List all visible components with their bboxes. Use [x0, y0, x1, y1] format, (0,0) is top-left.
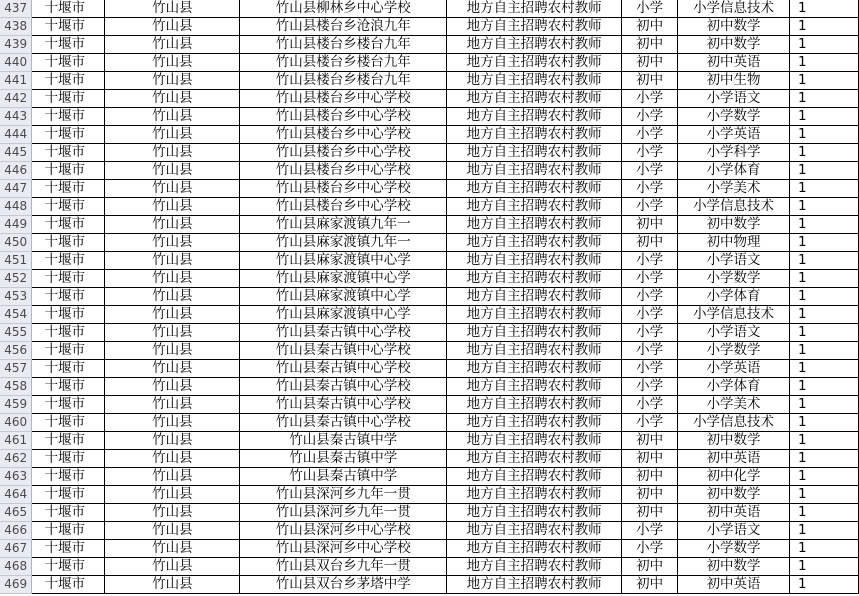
- cell-city[interactable]: 十堰市: [32, 180, 105, 198]
- cell-count[interactable]: 1: [790, 108, 859, 126]
- table-row: [0, 36, 859, 54]
- cell-subject[interactable]: 初中英语: [678, 54, 790, 72]
- cell-school[interactable]: 竹山县深河乡中心学校: [240, 522, 447, 540]
- cell-level[interactable]: 小学: [622, 540, 678, 558]
- cell-subject[interactable]: 小学数学: [678, 342, 790, 360]
- table-row: [0, 360, 859, 378]
- cell-school[interactable]: 竹山县楼台乡中心学校: [240, 144, 447, 162]
- cell-city[interactable]: 十堰市: [32, 540, 105, 558]
- cell-level[interactable]: 小学: [622, 198, 678, 216]
- cell-city[interactable]: 十堰市: [32, 0, 105, 18]
- table-row: [0, 486, 859, 504]
- cell-recruit-type[interactable]: 地方自主招聘农村教师: [447, 522, 622, 540]
- cell-level[interactable]: 初中: [622, 54, 678, 72]
- cell-subject[interactable]: 初中化学: [678, 468, 790, 486]
- cell-recruit-type[interactable]: 地方自主招聘农村教师: [447, 54, 622, 72]
- cell-school[interactable]: 竹山县秦古镇中心学校: [240, 360, 447, 378]
- cell-recruit-type[interactable]: 地方自主招聘农村教师: [447, 0, 622, 18]
- cell-city[interactable]: 十堰市: [32, 54, 105, 72]
- cell-subject[interactable]: 小学体育: [678, 162, 790, 180]
- row-number[interactable]: 444: [0, 126, 32, 144]
- cell-city[interactable]: 十堰市: [32, 162, 105, 180]
- cell-level[interactable]: 初中: [622, 504, 678, 522]
- cell-county[interactable]: 竹山县: [105, 54, 240, 72]
- row-number[interactable]: 438: [0, 18, 32, 36]
- row-number[interactable]: 464: [0, 486, 32, 504]
- cell-count[interactable]: 1: [790, 162, 859, 180]
- cell-count[interactable]: 1: [790, 252, 859, 270]
- cell-recruit-type[interactable]: 地方自主招聘农村教师: [447, 90, 622, 108]
- cell-level[interactable]: 小学: [622, 108, 678, 126]
- cell-city[interactable]: 十堰市: [32, 126, 105, 144]
- cell-school[interactable]: 竹山县楼台乡中心学校: [240, 90, 447, 108]
- cell-county[interactable]: 竹山县: [105, 432, 240, 450]
- cell-recruit-type[interactable]: 地方自主招聘农村教师: [447, 432, 622, 450]
- cell-level[interactable]: 小学: [622, 180, 678, 198]
- cell-subject[interactable]: 初中数学: [678, 216, 790, 234]
- table-row: [0, 234, 859, 252]
- cell-recruit-type[interactable]: 地方自主招聘农村教师: [447, 270, 622, 288]
- row-number[interactable]: 468: [0, 558, 32, 576]
- cell-county[interactable]: 竹山县: [105, 0, 240, 18]
- cell-city[interactable]: 十堰市: [32, 396, 105, 414]
- cell-school[interactable]: 竹山县双台乡九年一贯: [240, 558, 447, 576]
- cell-city[interactable]: 十堰市: [32, 198, 105, 216]
- cell-school[interactable]: 竹山县秦古镇中心学校: [240, 414, 447, 432]
- cell-recruit-type[interactable]: 地方自主招聘农村教师: [447, 342, 622, 360]
- cell-count[interactable]: 1: [790, 450, 859, 468]
- cell-count[interactable]: 1: [790, 72, 859, 90]
- table-row: [0, 144, 859, 162]
- cell-level[interactable]: 初中: [622, 18, 678, 36]
- cell-school[interactable]: 竹山县秦古镇中心学校: [240, 396, 447, 414]
- cell-city[interactable]: 十堰市: [32, 414, 105, 432]
- cell-city[interactable]: 十堰市: [32, 306, 105, 324]
- cell-subject[interactable]: 初中英语: [678, 504, 790, 522]
- row-number[interactable]: 463: [0, 468, 32, 486]
- table-row: [0, 450, 859, 468]
- row-number[interactable]: 446: [0, 162, 32, 180]
- cell-school[interactable]: 竹山县楼台乡中心学校: [240, 108, 447, 126]
- cell-county[interactable]: 竹山县: [105, 504, 240, 522]
- cell-subject[interactable]: 小学数学: [678, 540, 790, 558]
- cell-county[interactable]: 竹山县: [105, 72, 240, 90]
- row-number[interactable]: 455: [0, 324, 32, 342]
- cell-count[interactable]: 1: [790, 396, 859, 414]
- cell-subject[interactable]: 小学信息技术: [678, 198, 790, 216]
- cell-subject[interactable]: 初中生物: [678, 72, 790, 90]
- cell-school[interactable]: 竹山县楼台乡楼台九年: [240, 54, 447, 72]
- row-number[interactable]: 461: [0, 432, 32, 450]
- cell-school[interactable]: 竹山县楼台乡中心学校: [240, 198, 447, 216]
- cell-subject[interactable]: 初中英语: [678, 576, 790, 594]
- cell-recruit-type[interactable]: 地方自主招聘农村教师: [447, 288, 622, 306]
- table-row: [0, 558, 859, 576]
- cell-level[interactable]: 小学: [622, 252, 678, 270]
- cell-level[interactable]: 初中: [622, 558, 678, 576]
- cell-county[interactable]: 竹山县: [105, 342, 240, 360]
- row-number[interactable]: 448: [0, 198, 32, 216]
- cell-school[interactable]: 竹山县秦古镇中学: [240, 468, 447, 486]
- cell-school[interactable]: 竹山县楼台乡中心学校: [240, 180, 447, 198]
- row-number[interactable]: 437: [0, 0, 32, 18]
- cell-city[interactable]: 十堰市: [32, 108, 105, 126]
- cell-county[interactable]: 竹山县: [105, 18, 240, 36]
- cell-count[interactable]: 1: [790, 144, 859, 162]
- table-row: [0, 396, 859, 414]
- cell-city[interactable]: 十堰市: [32, 504, 105, 522]
- cell-county[interactable]: 竹山县: [105, 270, 240, 288]
- cell-recruit-type[interactable]: 地方自主招聘农村教师: [447, 360, 622, 378]
- cell-level[interactable]: 小学: [622, 0, 678, 18]
- cell-level[interactable]: 初中: [622, 576, 678, 594]
- cell-city[interactable]: 十堰市: [32, 252, 105, 270]
- cell-city[interactable]: 十堰市: [32, 378, 105, 396]
- table-row: [0, 414, 859, 432]
- cell-count[interactable]: 1: [790, 540, 859, 558]
- cell-county[interactable]: 竹山县: [105, 90, 240, 108]
- row-number[interactable]: 462: [0, 450, 32, 468]
- cell-level[interactable]: 初中: [622, 72, 678, 90]
- table-row: [0, 126, 859, 144]
- cell-count[interactable]: 1: [790, 270, 859, 288]
- cell-city[interactable]: 十堰市: [32, 522, 105, 540]
- cell-recruit-type[interactable]: 地方自主招聘农村教师: [447, 180, 622, 198]
- cell-county[interactable]: 竹山县: [105, 450, 240, 468]
- cell-level[interactable]: 初中: [622, 486, 678, 504]
- cell-level[interactable]: 小学: [622, 126, 678, 144]
- cell-level[interactable]: 小学: [622, 360, 678, 378]
- cell-count[interactable]: 1: [790, 18, 859, 36]
- cell-county[interactable]: 竹山县: [105, 252, 240, 270]
- cell-school[interactable]: 竹山县麻家渡镇中心学: [240, 288, 447, 306]
- cell-recruit-type[interactable]: 地方自主招聘农村教师: [447, 504, 622, 522]
- cell-county[interactable]: 竹山县: [105, 108, 240, 126]
- row-number[interactable]: 457: [0, 360, 32, 378]
- cell-count[interactable]: 1: [790, 504, 859, 522]
- row-number[interactable]: 447: [0, 180, 32, 198]
- cell-recruit-type[interactable]: 地方自主招聘农村教师: [447, 450, 622, 468]
- cell-school[interactable]: 竹山县秦古镇中心学校: [240, 324, 447, 342]
- row-number[interactable]: 465: [0, 504, 32, 522]
- cell-city[interactable]: 十堰市: [32, 144, 105, 162]
- cell-county[interactable]: 竹山县: [105, 576, 240, 594]
- row-number[interactable]: 453: [0, 288, 32, 306]
- cell-recruit-type[interactable]: 地方自主招聘农村教师: [447, 216, 622, 234]
- cell-city[interactable]: 十堰市: [32, 234, 105, 252]
- cell-level[interactable]: 小学: [622, 162, 678, 180]
- cell-count[interactable]: 1: [790, 486, 859, 504]
- cell-subject[interactable]: 小学美术: [678, 396, 790, 414]
- cell-level[interactable]: 小学: [622, 270, 678, 288]
- table-row: [0, 72, 859, 90]
- cell-school[interactable]: 竹山县秦古镇中心学校: [240, 378, 447, 396]
- cell-subject[interactable]: 小学英语: [678, 360, 790, 378]
- row-number[interactable]: 469: [0, 576, 32, 594]
- cell-level[interactable]: 小学: [622, 342, 678, 360]
- row-number[interactable]: 451: [0, 252, 32, 270]
- row-number[interactable]: 450: [0, 234, 32, 252]
- cell-count[interactable]: 1: [790, 198, 859, 216]
- cell-level[interactable]: 小学: [622, 90, 678, 108]
- cell-county[interactable]: 竹山县: [105, 486, 240, 504]
- cell-subject[interactable]: 小学体育: [678, 378, 790, 396]
- cell-subject[interactable]: 小学英语: [678, 126, 790, 144]
- cell-count[interactable]: 1: [790, 36, 859, 54]
- cell-county[interactable]: 竹山县: [105, 414, 240, 432]
- row-number[interactable]: 443: [0, 108, 32, 126]
- cell-county[interactable]: 竹山县: [105, 324, 240, 342]
- cell-school[interactable]: 竹山县楼台乡沧浪九年: [240, 18, 447, 36]
- cell-count[interactable]: 1: [790, 360, 859, 378]
- cell-school[interactable]: 竹山县麻家渡镇九年一: [240, 216, 447, 234]
- table-row: [0, 306, 859, 324]
- cell-city[interactable]: 十堰市: [32, 432, 105, 450]
- cell-county[interactable]: 竹山县: [105, 558, 240, 576]
- cell-recruit-type[interactable]: 地方自主招聘农村教师: [447, 72, 622, 90]
- cell-count[interactable]: 1: [790, 558, 859, 576]
- cell-county[interactable]: 竹山县: [105, 144, 240, 162]
- cell-school[interactable]: 竹山县麻家渡镇中心学: [240, 306, 447, 324]
- cell-level[interactable]: 小学: [622, 414, 678, 432]
- cell-count[interactable]: 1: [790, 342, 859, 360]
- cell-city[interactable]: 十堰市: [32, 72, 105, 90]
- cell-recruit-type[interactable]: 地方自主招聘农村教师: [447, 252, 622, 270]
- cell-city[interactable]: 十堰市: [32, 324, 105, 342]
- cell-recruit-type[interactable]: 地方自主招聘农村教师: [447, 414, 622, 432]
- cell-city[interactable]: 十堰市: [32, 486, 105, 504]
- cell-level[interactable]: 初中: [622, 468, 678, 486]
- cell-city[interactable]: 十堰市: [32, 288, 105, 306]
- row-number[interactable]: 454: [0, 306, 32, 324]
- cell-subject[interactable]: 小学科学: [678, 144, 790, 162]
- cell-city[interactable]: 十堰市: [32, 18, 105, 36]
- cell-city[interactable]: 十堰市: [32, 450, 105, 468]
- cell-county[interactable]: 竹山县: [105, 36, 240, 54]
- cell-recruit-type[interactable]: 地方自主招聘农村教师: [447, 108, 622, 126]
- cell-recruit-type[interactable]: 地方自主招聘农村教师: [447, 378, 622, 396]
- cell-recruit-type[interactable]: 地方自主招聘农村教师: [447, 396, 622, 414]
- cell-recruit-type[interactable]: 地方自主招聘农村教师: [447, 324, 622, 342]
- cell-recruit-type[interactable]: 地方自主招聘农村教师: [447, 234, 622, 252]
- row-number[interactable]: 466: [0, 522, 32, 540]
- table-row: [0, 216, 859, 234]
- table-row: [0, 198, 859, 216]
- table-row: [0, 90, 859, 108]
- table-row: [0, 432, 859, 450]
- cell-county[interactable]: 竹山县: [105, 216, 240, 234]
- cell-count[interactable]: 1: [790, 54, 859, 72]
- table-row: [0, 540, 859, 558]
- row-number[interactable]: 442: [0, 90, 32, 108]
- cell-count[interactable]: 1: [790, 522, 859, 540]
- cell-county[interactable]: 竹山县: [105, 396, 240, 414]
- cell-count[interactable]: 1: [790, 414, 859, 432]
- cell-county[interactable]: 竹山县: [105, 306, 240, 324]
- table-row: [0, 468, 859, 486]
- row-number[interactable]: 467: [0, 540, 32, 558]
- row-number[interactable]: 441: [0, 72, 32, 90]
- cell-recruit-type[interactable]: 地方自主招聘农村教师: [447, 144, 622, 162]
- cell-level[interactable]: 小学: [622, 144, 678, 162]
- cell-recruit-type[interactable]: 地方自主招聘农村教师: [447, 162, 622, 180]
- table-row: [0, 576, 859, 594]
- cell-city[interactable]: 十堰市: [32, 558, 105, 576]
- cell-city[interactable]: 十堰市: [32, 216, 105, 234]
- cell-level[interactable]: 小学: [622, 288, 678, 306]
- cell-county[interactable]: 竹山县: [105, 234, 240, 252]
- cell-count[interactable]: 1: [790, 216, 859, 234]
- row-number[interactable]: 440: [0, 54, 32, 72]
- row-number[interactable]: 459: [0, 396, 32, 414]
- table-row: [0, 180, 859, 198]
- cell-subject[interactable]: 小学数学: [678, 108, 790, 126]
- cell-county[interactable]: 竹山县: [105, 522, 240, 540]
- table-row: [0, 504, 859, 522]
- cell-count[interactable]: 1: [790, 576, 859, 594]
- cell-subject[interactable]: 小学信息技术: [678, 0, 790, 18]
- row-number[interactable]: 439: [0, 36, 32, 54]
- cell-subject[interactable]: 小学语文: [678, 252, 790, 270]
- cell-count[interactable]: 1: [790, 306, 859, 324]
- cell-school[interactable]: 竹山县秦古镇中心学校: [240, 342, 447, 360]
- row-number[interactable]: 449: [0, 216, 32, 234]
- cell-subject[interactable]: 小学体育: [678, 288, 790, 306]
- cell-count[interactable]: 1: [790, 468, 859, 486]
- cell-city[interactable]: 十堰市: [32, 360, 105, 378]
- cell-subject[interactable]: 初中数学: [678, 486, 790, 504]
- cell-county[interactable]: 竹山县: [105, 162, 240, 180]
- cell-county[interactable]: 竹山县: [105, 198, 240, 216]
- cell-subject[interactable]: 初中英语: [678, 450, 790, 468]
- cell-subject[interactable]: 小学语文: [678, 90, 790, 108]
- cell-subject[interactable]: 初中数学: [678, 36, 790, 54]
- cell-county[interactable]: 竹山县: [105, 288, 240, 306]
- cell-level[interactable]: 初中: [622, 216, 678, 234]
- table-row: [0, 522, 859, 540]
- cell-city[interactable]: 十堰市: [32, 90, 105, 108]
- cell-school[interactable]: 竹山县柳林乡中心学校: [240, 0, 447, 18]
- cell-count[interactable]: 1: [790, 432, 859, 450]
- cell-school[interactable]: 竹山县深河乡九年一贯: [240, 486, 447, 504]
- cell-level[interactable]: 小学: [622, 522, 678, 540]
- cell-level[interactable]: 小学: [622, 378, 678, 396]
- table-row: [0, 162, 859, 180]
- cell-school[interactable]: 竹山县楼台乡楼台九年: [240, 72, 447, 90]
- cell-subject[interactable]: 初中数学: [678, 432, 790, 450]
- cell-level[interactable]: 小学: [622, 324, 678, 342]
- cell-subject[interactable]: 小学美术: [678, 180, 790, 198]
- cell-school[interactable]: 竹山县麻家渡镇中心学: [240, 252, 447, 270]
- cell-school[interactable]: 竹山县秦古镇中学: [240, 450, 447, 468]
- cell-school[interactable]: 竹山县麻家渡镇九年一: [240, 234, 447, 252]
- cell-subject[interactable]: 小学数学: [678, 270, 790, 288]
- row-number[interactable]: 445: [0, 144, 32, 162]
- cell-level[interactable]: 初中: [622, 450, 678, 468]
- cell-recruit-type[interactable]: 地方自主招聘农村教师: [447, 558, 622, 576]
- cell-school[interactable]: 竹山县双台乡茅塔中学: [240, 576, 447, 594]
- cell-county[interactable]: 竹山县: [105, 378, 240, 396]
- table-row: [0, 378, 859, 396]
- cell-recruit-type[interactable]: 地方自主招聘农村教师: [447, 486, 622, 504]
- cell-level[interactable]: 初中: [622, 432, 678, 450]
- row-number[interactable]: 456: [0, 342, 32, 360]
- cell-subject[interactable]: 初中数学: [678, 18, 790, 36]
- row-number[interactable]: 458: [0, 378, 32, 396]
- table-row: [0, 54, 859, 72]
- cell-count[interactable]: 1: [790, 0, 859, 18]
- cell-subject[interactable]: 小学信息技术: [678, 306, 790, 324]
- cell-count[interactable]: 1: [790, 378, 859, 396]
- table-row: [0, 108, 859, 126]
- cell-school[interactable]: 竹山县楼台乡中心学校: [240, 126, 447, 144]
- cell-school[interactable]: 竹山县楼台乡楼台九年: [240, 36, 447, 54]
- cell-count[interactable]: 1: [790, 324, 859, 342]
- cell-city[interactable]: 十堰市: [32, 576, 105, 594]
- cell-level[interactable]: 初中: [622, 36, 678, 54]
- cell-city[interactable]: 十堰市: [32, 342, 105, 360]
- cell-recruit-type[interactable]: 地方自主招聘农村教师: [447, 540, 622, 558]
- cell-count[interactable]: 1: [790, 180, 859, 198]
- cell-count[interactable]: 1: [790, 126, 859, 144]
- cell-school[interactable]: 竹山县深河乡中心学校: [240, 540, 447, 558]
- table-row: [0, 0, 859, 18]
- cell-level[interactable]: 小学: [622, 306, 678, 324]
- cell-recruit-type[interactable]: 地方自主招聘农村教师: [447, 576, 622, 594]
- cell-subject[interactable]: 小学语文: [678, 522, 790, 540]
- cell-subject[interactable]: 初中物理: [678, 234, 790, 252]
- cell-recruit-type[interactable]: 地方自主招聘农村教师: [447, 198, 622, 216]
- row-number[interactable]: 460: [0, 414, 32, 432]
- table-row: [0, 342, 859, 360]
- cell-subject[interactable]: 小学信息技术: [678, 414, 790, 432]
- cell-recruit-type[interactable]: 地方自主招聘农村教师: [447, 18, 622, 36]
- cell-county[interactable]: 竹山县: [105, 360, 240, 378]
- table-row: [0, 270, 859, 288]
- table-row: [0, 252, 859, 270]
- cell-level[interactable]: 初中: [622, 234, 678, 252]
- cell-county[interactable]: 竹山县: [105, 126, 240, 144]
- cell-count[interactable]: 1: [790, 234, 859, 252]
- cell-recruit-type[interactable]: 地方自主招聘农村教师: [447, 306, 622, 324]
- cell-recruit-type[interactable]: 地方自主招聘农村教师: [447, 126, 622, 144]
- table-row: [0, 324, 859, 342]
- cell-county[interactable]: 竹山县: [105, 540, 240, 558]
- cell-city[interactable]: 十堰市: [32, 36, 105, 54]
- cell-subject[interactable]: 初中数学: [678, 558, 790, 576]
- cell-school[interactable]: 竹山县楼台乡中心学校: [240, 162, 447, 180]
- cell-recruit-type[interactable]: 地方自主招聘农村教师: [447, 36, 622, 54]
- row-number[interactable]: 452: [0, 270, 32, 288]
- cell-recruit-type[interactable]: 地方自主招聘农村教师: [447, 468, 622, 486]
- cell-county[interactable]: 竹山县: [105, 180, 240, 198]
- cell-city[interactable]: 十堰市: [32, 270, 105, 288]
- cell-level[interactable]: 小学: [622, 396, 678, 414]
- table-row: [0, 18, 859, 36]
- cell-school[interactable]: 竹山县深河乡九年一贯: [240, 504, 447, 522]
- cell-county[interactable]: 竹山县: [105, 468, 240, 486]
- cell-count[interactable]: 1: [790, 288, 859, 306]
- cell-school[interactable]: 竹山县麻家渡镇中心学: [240, 270, 447, 288]
- cell-school[interactable]: 竹山县秦古镇中学: [240, 432, 447, 450]
- cell-subject[interactable]: 小学语文: [678, 324, 790, 342]
- cell-count[interactable]: 1: [790, 90, 859, 108]
- table-row: [0, 288, 859, 306]
- cell-city[interactable]: 十堰市: [32, 468, 105, 486]
